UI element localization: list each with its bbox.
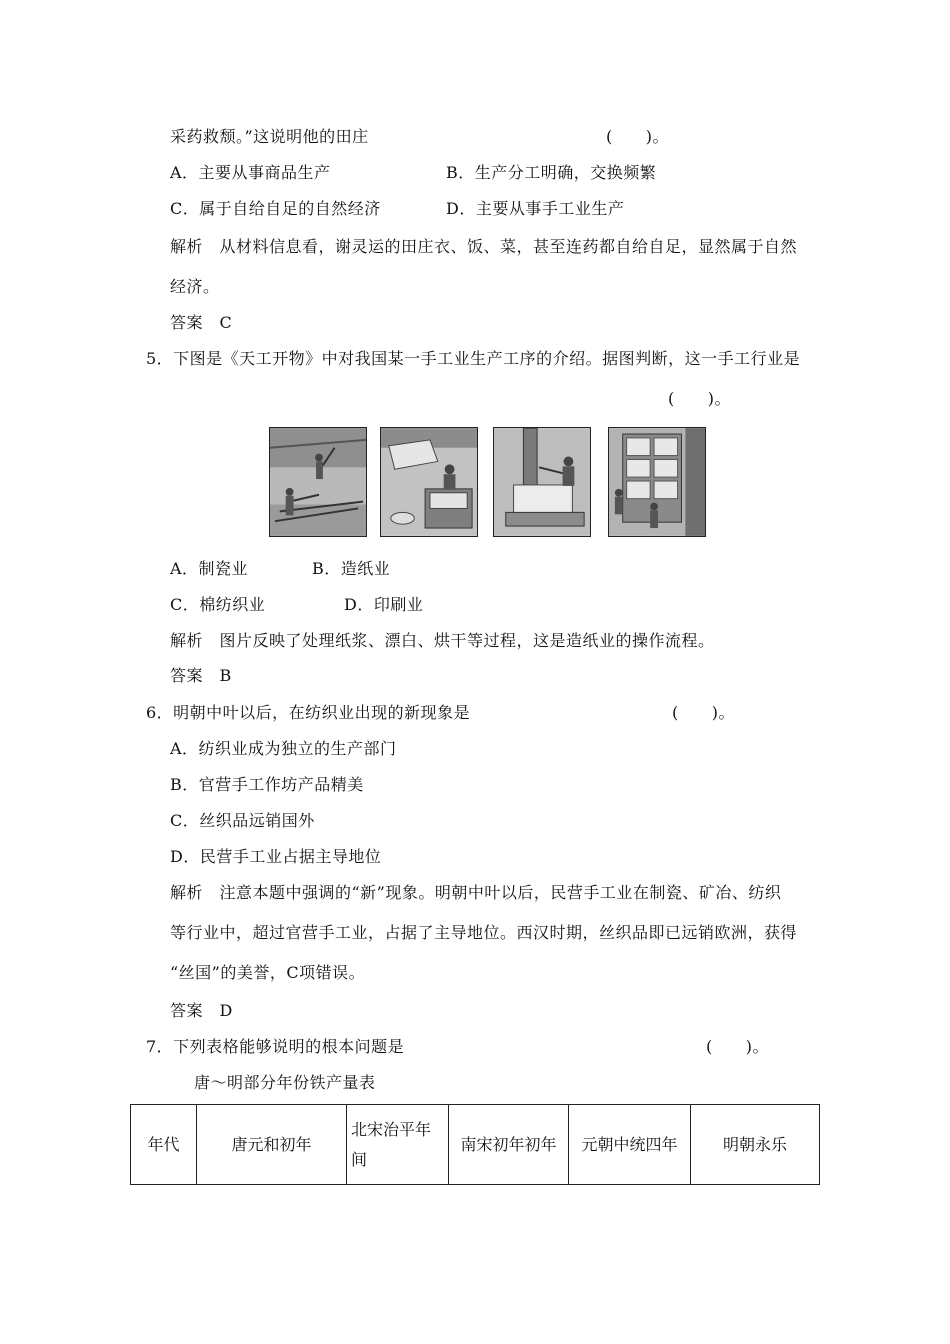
- q4-option-b: B．生产分工明确，交换频繁: [446, 163, 657, 182]
- q4-answer-blank: ( )。: [606, 127, 669, 146]
- q4-analysis: 解析 从材料信息看，谢灵运的田庄衣、饭、菜，甚至连药都自给自足，显然属于自然: [170, 237, 798, 256]
- q6-analysis: 解析 注意本题中强调的“新”现象。明朝中叶以后，民营手工业在制瓷、矿冶、纺织: [170, 883, 782, 902]
- table-header-row: [131, 1105, 820, 1185]
- q5-option-a: A．制瓷业: [170, 559, 249, 578]
- iron-output-table: [130, 1104, 820, 1185]
- table-header-cell: 年代: [131, 1105, 197, 1185]
- q4-option-a: A．主要从事商品生产: [170, 163, 331, 182]
- q6-answer-blank: ( )。: [672, 703, 735, 722]
- q4-option-d: D．主要从事手工业生产: [446, 199, 625, 218]
- table-header-cell: 南宋初年初年: [449, 1105, 569, 1185]
- q6-analysis-cont-2: “丝国”的美誉，C项错误。: [170, 963, 366, 982]
- q6-option-b: B．官营手工作坊产品精美: [170, 775, 364, 794]
- q7-stem: 7．下列表格能够说明的根本问题是: [146, 1037, 405, 1056]
- table-header-cell: 元朝中统四年: [569, 1105, 691, 1185]
- q5-answer: 答案 B: [170, 666, 232, 685]
- q5-analysis: 解析 图片反映了处理纸浆、漂白、烘干等过程，这是造纸业的操作流程。: [170, 631, 715, 650]
- q6-answer: 答案 D: [170, 1001, 233, 1020]
- table-header-cell: 北宋治平年间: [347, 1105, 449, 1185]
- table-header-cell: 明朝永乐: [691, 1105, 820, 1185]
- q5-stem: 5．下图是《天工开物》中对我国某一手工业生产工序的介绍。据图判断，这一手工行业是: [146, 349, 801, 368]
- q6-option-d: D．民营手工业占据主导地位: [170, 847, 382, 866]
- papermaking-pulp-image: [269, 427, 367, 537]
- q5-option-b: B．造纸业: [312, 559, 391, 578]
- q4-answer: 答案 C: [170, 313, 233, 332]
- q7-table-title: 唐～明部分年份铁产量表: [194, 1073, 376, 1092]
- q7-answer-blank: ( )。: [706, 1037, 769, 1056]
- q5-option-c: C．棉纺织业: [170, 595, 266, 614]
- q6-analysis-cont-1: 等行业中，超过官营手工业，占据了主导地位。西汉时期，丝织品即已远销欧洲，获得: [170, 923, 798, 942]
- q6-option-c: C．丝织品远销国外: [170, 811, 315, 830]
- papermaking-drying-image: [608, 427, 706, 537]
- q5-answer-blank: ( )。: [668, 389, 731, 408]
- papermaking-press-image: [493, 427, 591, 537]
- q4-stem-tail: 采药救颓。”这说明他的田庄: [170, 127, 369, 146]
- q6-stem: 6．明朝中叶以后，在纺织业出现的新现象是: [146, 703, 471, 722]
- q4-option-c: C．属于自给自足的自然经济: [170, 199, 381, 218]
- q5-option-d: D．印刷业: [344, 595, 424, 614]
- q6-option-a: A．纺织业成为独立的生产部门: [170, 739, 397, 758]
- papermaking-screen-image: [380, 427, 478, 537]
- table-header-cell: 唐元和初年: [197, 1105, 347, 1185]
- q4-analysis-cont: 经济。: [170, 277, 220, 296]
